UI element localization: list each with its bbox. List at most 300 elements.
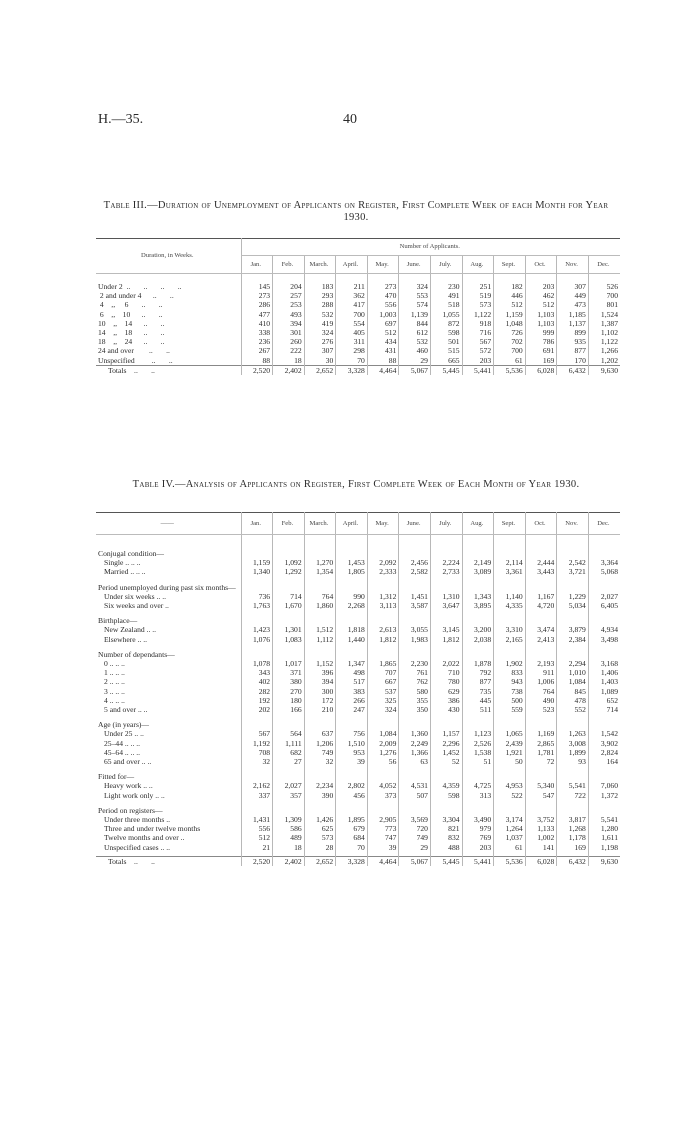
cell-value: 88 xyxy=(367,356,399,366)
cell-value: 3,200 xyxy=(462,625,494,634)
cell-value: 714 xyxy=(273,592,305,601)
cell-value: 460 xyxy=(399,346,431,355)
cell-value: 203 xyxy=(525,282,557,291)
cell-value: 786 xyxy=(525,337,557,346)
table-row xyxy=(96,337,620,346)
empty-cell xyxy=(399,772,431,781)
cell-value: 267 xyxy=(241,346,273,355)
group-heading: Fitted for— xyxy=(98,772,135,782)
cell-value: 911 xyxy=(525,668,557,677)
cell-value: 286 xyxy=(241,300,273,309)
cell-value: 1,276 xyxy=(367,748,399,757)
cell-value: 3,055 xyxy=(399,625,431,634)
cell-value: 697 xyxy=(367,319,399,328)
empty-cell xyxy=(494,720,526,729)
cell-value: 1,781 xyxy=(525,748,557,757)
cell-value: 1,902 xyxy=(494,659,526,668)
cell-value: 943 xyxy=(494,677,526,686)
totals-label: Totals .. .. xyxy=(96,365,241,375)
table-row xyxy=(96,739,620,748)
table4-month-header: May. xyxy=(367,513,399,535)
cell-value: 625 xyxy=(304,824,336,833)
total-value: 2,652 xyxy=(304,856,336,866)
cell-value: 762 xyxy=(399,677,431,686)
cell-value: 684 xyxy=(336,833,368,842)
cell-value: 2,733 xyxy=(430,567,462,576)
cell-value: 598 xyxy=(430,791,462,800)
cell-value: 1,983 xyxy=(399,635,431,644)
empty-cell xyxy=(557,549,589,558)
cell-value: 1,270 xyxy=(304,558,336,567)
cell-value: 573 xyxy=(462,300,494,309)
group-heading: Period unemployed during past six months— xyxy=(98,582,236,592)
cell-value: 1,309 xyxy=(273,815,305,824)
cell-value: 1,159 xyxy=(494,310,526,319)
table3-month-header: March. xyxy=(304,256,336,274)
totals-row xyxy=(96,856,620,866)
empty-cell xyxy=(462,772,494,781)
empty-cell xyxy=(336,583,368,592)
cell-value: 700 xyxy=(494,346,526,355)
empty-cell xyxy=(336,806,368,815)
cell-value: 282 xyxy=(241,687,273,696)
cell-value: 2,022 xyxy=(430,659,462,668)
table-row xyxy=(96,567,620,576)
cell-value: 338 xyxy=(241,328,273,337)
cell-value: 141 xyxy=(525,843,557,852)
cell-value: 999 xyxy=(525,328,557,337)
cell-value: 979 xyxy=(462,824,494,833)
cell-value: 1,542 xyxy=(588,729,620,738)
cell-value: 2,439 xyxy=(494,739,526,748)
cell-value: 1,426 xyxy=(304,815,336,824)
row-label: 65 and over .. .. xyxy=(104,757,152,767)
empty-cell xyxy=(525,720,557,729)
cell-value: 3,304 xyxy=(430,815,462,824)
empty-cell xyxy=(588,720,620,729)
empty-cell xyxy=(462,616,494,625)
cell-value: 547 xyxy=(525,791,557,800)
cell-value: 1,202 xyxy=(588,356,620,366)
cell-value: 1,343 xyxy=(462,592,494,601)
cell-value: 203 xyxy=(462,843,494,852)
cell-value: 792 xyxy=(462,668,494,677)
cell-value: 953 xyxy=(336,748,368,757)
cell-value: 402 xyxy=(241,677,273,686)
cell-value: 4,531 xyxy=(399,781,431,790)
empty-cell xyxy=(336,772,368,781)
cell-value: 1,185 xyxy=(557,310,589,319)
cell-value: 567 xyxy=(462,337,494,346)
cell-value: 1,140 xyxy=(494,592,526,601)
table4-month-header: Sept. xyxy=(494,513,526,535)
cell-value: 682 xyxy=(273,748,305,757)
cell-value: 1,878 xyxy=(462,659,494,668)
cell-value: 247 xyxy=(336,705,368,714)
cell-value: 764 xyxy=(304,592,336,601)
cell-value: 1,206 xyxy=(304,739,336,748)
cell-value: 637 xyxy=(304,729,336,738)
cell-value: 1,103 xyxy=(525,310,557,319)
cell-value: 1,312 xyxy=(367,592,399,601)
empty-cell xyxy=(557,616,589,625)
cell-value: 556 xyxy=(367,300,399,309)
total-value: 6,028 xyxy=(525,365,557,375)
empty-cell xyxy=(399,583,431,592)
cell-value: 511 xyxy=(462,705,494,714)
empty-cell xyxy=(273,583,305,592)
empty-cell xyxy=(588,772,620,781)
cell-value: 1,102 xyxy=(588,328,620,337)
cell-value: 3,008 xyxy=(557,739,589,748)
cell-value: 3,089 xyxy=(462,567,494,576)
cell-value: 1,360 xyxy=(399,729,431,738)
total-value: 6,432 xyxy=(557,365,589,375)
cell-value: 164 xyxy=(588,757,620,766)
table-row xyxy=(96,300,620,309)
cell-value: 445 xyxy=(462,696,494,705)
empty-cell xyxy=(462,720,494,729)
total-value: 5,067 xyxy=(399,856,431,866)
cell-value: 61 xyxy=(494,356,526,366)
cell-value: 990 xyxy=(336,592,368,601)
totals-label: Totals .. .. xyxy=(96,856,241,866)
cell-value: 1,229 xyxy=(557,592,589,601)
cell-value: 710 xyxy=(430,668,462,677)
cell-value: 1,263 xyxy=(557,729,589,738)
cell-value: 5,034 xyxy=(557,601,589,610)
cell-value: 50 xyxy=(494,757,526,766)
cell-value: 18 xyxy=(273,356,305,366)
empty-cell xyxy=(494,549,526,558)
table-row xyxy=(96,781,620,790)
cell-value: 2,384 xyxy=(557,635,589,644)
cell-value: 801 xyxy=(588,300,620,309)
cell-value: 1,111 xyxy=(273,739,305,748)
cell-value: 872 xyxy=(430,319,462,328)
table-row xyxy=(96,592,620,601)
empty-cell xyxy=(336,549,368,558)
table-row xyxy=(96,625,620,634)
table-row xyxy=(96,757,620,766)
row-label: 10 ,, 14 .. .. xyxy=(98,318,165,328)
row-label: 6 ,, 10 .. .. xyxy=(98,309,163,319)
table4-month-header: June. xyxy=(399,513,431,535)
cell-value: 230 xyxy=(430,282,462,291)
cell-value: 537 xyxy=(367,687,399,696)
cell-value: 30 xyxy=(304,356,336,366)
cell-value: 434 xyxy=(367,337,399,346)
group-heading: Birthplace— xyxy=(98,616,138,626)
cell-value: 679 xyxy=(336,824,368,833)
empty-cell xyxy=(430,583,462,592)
row-label: 1 .. .. .. xyxy=(104,668,125,678)
cell-value: 260 xyxy=(273,337,305,346)
page-number: 40 xyxy=(343,112,357,127)
table-row xyxy=(96,659,620,668)
cell-value: 456 xyxy=(336,791,368,800)
total-value: 5,441 xyxy=(462,856,494,866)
cell-value: 552 xyxy=(557,705,589,714)
cell-value: 2,824 xyxy=(588,748,620,757)
empty-cell xyxy=(399,806,431,815)
row-label: Under six weeks .. .. xyxy=(104,591,167,601)
cell-value: 18 xyxy=(273,843,305,852)
empty-cell xyxy=(399,549,431,558)
empty-cell xyxy=(430,549,462,558)
cell-value: 749 xyxy=(304,748,336,757)
table-row xyxy=(96,346,620,355)
cell-value: 473 xyxy=(557,300,589,309)
empty-cell xyxy=(462,583,494,592)
cell-value: 4,052 xyxy=(367,781,399,790)
cell-value: 720 xyxy=(399,824,431,833)
empty-cell xyxy=(399,616,431,625)
table-row xyxy=(96,310,620,319)
cell-value: 343 xyxy=(241,668,273,677)
group-heading: Age (in years)— xyxy=(98,720,150,730)
cell-value: 532 xyxy=(399,337,431,346)
total-value: 5,445 xyxy=(430,365,462,375)
cell-value: 491 xyxy=(430,291,462,300)
total-value: 2,520 xyxy=(241,365,273,375)
cell-value: 1,133 xyxy=(525,824,557,833)
cell-value: 1,347 xyxy=(336,659,368,668)
table4-month-header: Feb. xyxy=(273,513,305,535)
cell-value: 1,372 xyxy=(588,791,620,800)
cell-value: 2,114 xyxy=(494,558,526,567)
cell-value: 761 xyxy=(399,668,431,677)
cell-value: 580 xyxy=(399,687,431,696)
empty-cell xyxy=(399,650,431,659)
row-label: Heavy work .. .. xyxy=(104,781,153,791)
cell-value: 1,451 xyxy=(399,592,431,601)
cell-value: 501 xyxy=(430,337,462,346)
cell-value: 764 xyxy=(525,687,557,696)
table-row xyxy=(96,328,620,337)
cell-value: 1,354 xyxy=(304,567,336,576)
cell-value: 478 xyxy=(557,696,589,705)
table3-month-header: Sept. xyxy=(494,256,526,274)
cell-value: 2,294 xyxy=(557,659,589,668)
empty-cell xyxy=(241,806,273,815)
cell-value: 324 xyxy=(304,328,336,337)
cell-value: 769 xyxy=(462,833,494,842)
cell-value: 39 xyxy=(336,757,368,766)
table4-title: Table IV.—Analysis of Applicants on Register, First Complete Week of Each Month of Year 1930. xyxy=(132,479,580,490)
cell-value: 1,103 xyxy=(525,319,557,328)
table3-month-header: Jan. xyxy=(241,256,273,274)
cell-value: 1,065 xyxy=(494,729,526,738)
cell-value: 2,038 xyxy=(462,635,494,644)
cell-value: 1,198 xyxy=(588,843,620,852)
row-label: Under three months .. xyxy=(104,815,171,825)
table-row xyxy=(96,729,620,738)
table4-month-header: Jan. xyxy=(241,513,273,535)
cell-value: 21 xyxy=(241,843,273,852)
cell-value: 488 xyxy=(430,843,462,852)
empty-cell xyxy=(304,616,336,625)
cell-value: 3,902 xyxy=(588,739,620,748)
empty-cell xyxy=(304,772,336,781)
cell-value: 559 xyxy=(494,705,526,714)
group-heading: Period on registers— xyxy=(98,805,163,815)
empty-cell xyxy=(525,549,557,558)
table3-month-header: Feb. xyxy=(273,256,305,274)
empty-cell xyxy=(588,616,620,625)
cell-value: 2,009 xyxy=(367,739,399,748)
cell-value: 3,145 xyxy=(430,625,462,634)
total-value: 5,445 xyxy=(430,856,462,866)
cell-value: 1,524 xyxy=(588,310,620,319)
cell-value: 70 xyxy=(336,356,368,366)
empty-cell xyxy=(462,650,494,659)
cell-value: 204 xyxy=(273,282,305,291)
row-label: Light work only .. .. xyxy=(104,790,165,800)
table3-month-header: May. xyxy=(367,256,399,274)
cell-value: 2,230 xyxy=(399,659,431,668)
cell-value: 2,542 xyxy=(557,558,589,567)
empty-cell xyxy=(273,549,305,558)
cell-value: 1,818 xyxy=(336,625,368,634)
total-value: 4,464 xyxy=(367,365,399,375)
cell-value: 2,165 xyxy=(494,635,526,644)
empty-cell xyxy=(588,583,620,592)
cell-value: 257 xyxy=(273,291,305,300)
cell-value: 355 xyxy=(399,696,431,705)
empty-cell xyxy=(399,720,431,729)
cell-value: 266 xyxy=(336,696,368,705)
cell-value: 169 xyxy=(525,356,557,366)
cell-value: 2,162 xyxy=(241,781,273,790)
cell-value: 1,017 xyxy=(273,659,305,668)
cell-value: 52 xyxy=(430,757,462,766)
empty-cell xyxy=(494,616,526,625)
empty-cell xyxy=(494,583,526,592)
table4-month-header: Nov. xyxy=(557,513,589,535)
row-label: Three and under twelve months xyxy=(104,824,201,834)
cell-value: 236 xyxy=(241,337,273,346)
cell-value: 735 xyxy=(462,687,494,696)
cell-value: 166 xyxy=(273,705,305,714)
cell-value: 700 xyxy=(588,291,620,300)
cell-value: 307 xyxy=(557,282,589,291)
cell-value: 1,123 xyxy=(462,729,494,738)
empty-cell xyxy=(367,616,399,625)
row-label: 3 .. .. .. xyxy=(104,686,125,696)
cell-value: 833 xyxy=(494,668,526,677)
cell-value: 1,310 xyxy=(430,592,462,601)
cell-value: 756 xyxy=(336,729,368,738)
cell-value: 3,364 xyxy=(588,558,620,567)
empty-cell xyxy=(367,720,399,729)
cell-value: 192 xyxy=(241,696,273,705)
row-label: 25–44 .. .. .. xyxy=(104,738,141,748)
cell-value: 512 xyxy=(525,300,557,309)
cell-value: 3,443 xyxy=(525,567,557,576)
cell-value: 293 xyxy=(304,291,336,300)
cell-value: 707 xyxy=(367,668,399,677)
table-row xyxy=(96,558,620,567)
table4 xyxy=(96,512,620,866)
row-label: Under 25 .. .. xyxy=(104,729,144,739)
cell-value: 2,613 xyxy=(367,625,399,634)
empty-cell xyxy=(336,650,368,659)
cell-value: 396 xyxy=(304,668,336,677)
total-value: 9,630 xyxy=(588,365,620,375)
table3-month-header: Dec. xyxy=(588,256,620,274)
cell-value: 1,292 xyxy=(273,567,305,576)
cell-value: 172 xyxy=(304,696,336,705)
cell-value: 3,817 xyxy=(557,815,589,824)
cell-value: 88 xyxy=(241,356,273,366)
cell-value: 1,048 xyxy=(494,319,526,328)
cell-value: 276 xyxy=(304,337,336,346)
empty-cell xyxy=(588,650,620,659)
cell-value: 1,264 xyxy=(494,824,526,833)
table-row xyxy=(96,705,620,714)
cell-value: 572 xyxy=(462,346,494,355)
table-row xyxy=(96,319,620,328)
cell-value: 629 xyxy=(430,687,462,696)
cell-value: 2,249 xyxy=(399,739,431,748)
table4-month-header: Dec. xyxy=(588,513,620,535)
cell-value: 722 xyxy=(557,791,589,800)
cell-value: 586 xyxy=(273,824,305,833)
cell-value: 652 xyxy=(588,696,620,705)
cell-value: 1,266 xyxy=(588,346,620,355)
cell-value: 3,310 xyxy=(494,625,526,634)
cell-value: 500 xyxy=(494,696,526,705)
cell-value: 1,092 xyxy=(273,558,305,567)
cell-value: 935 xyxy=(557,337,589,346)
cell-value: 3,113 xyxy=(367,601,399,610)
group-heading-row xyxy=(96,650,620,659)
cell-value: 2,444 xyxy=(525,558,557,567)
table3-month-header: July. xyxy=(430,256,462,274)
cell-value: 1,157 xyxy=(430,729,462,738)
cell-value: 1,812 xyxy=(430,635,462,644)
cell-value: 667 xyxy=(367,677,399,686)
cell-value: 72 xyxy=(525,757,557,766)
total-value: 5,536 xyxy=(494,365,526,375)
cell-value: 183 xyxy=(304,282,336,291)
cell-value: 7,060 xyxy=(588,781,620,790)
cell-value: 1,159 xyxy=(241,558,273,567)
cell-value: 556 xyxy=(241,824,273,833)
cell-value: 251 xyxy=(462,282,494,291)
cell-value: 273 xyxy=(241,291,273,300)
cell-value: 1,611 xyxy=(588,833,620,842)
cell-value: 1,387 xyxy=(588,319,620,328)
cell-value: 1,763 xyxy=(241,601,273,610)
table4-month-header: Aug. xyxy=(462,513,494,535)
cell-value: 1,078 xyxy=(241,659,273,668)
total-value: 2,402 xyxy=(273,856,305,866)
cell-value: 1,431 xyxy=(241,815,273,824)
cell-value: 1,280 xyxy=(588,824,620,833)
table-row xyxy=(96,833,620,842)
cell-value: 665 xyxy=(430,356,462,366)
cell-value: 3,879 xyxy=(557,625,589,634)
cell-value: 1,137 xyxy=(557,319,589,328)
row-label: Unspecified .. .. xyxy=(98,355,173,365)
cell-value: 410 xyxy=(241,319,273,328)
empty-cell xyxy=(241,720,273,729)
cell-value: 517 xyxy=(336,677,368,686)
cell-value: 3,474 xyxy=(525,625,557,634)
cell-value: 3,490 xyxy=(462,815,494,824)
